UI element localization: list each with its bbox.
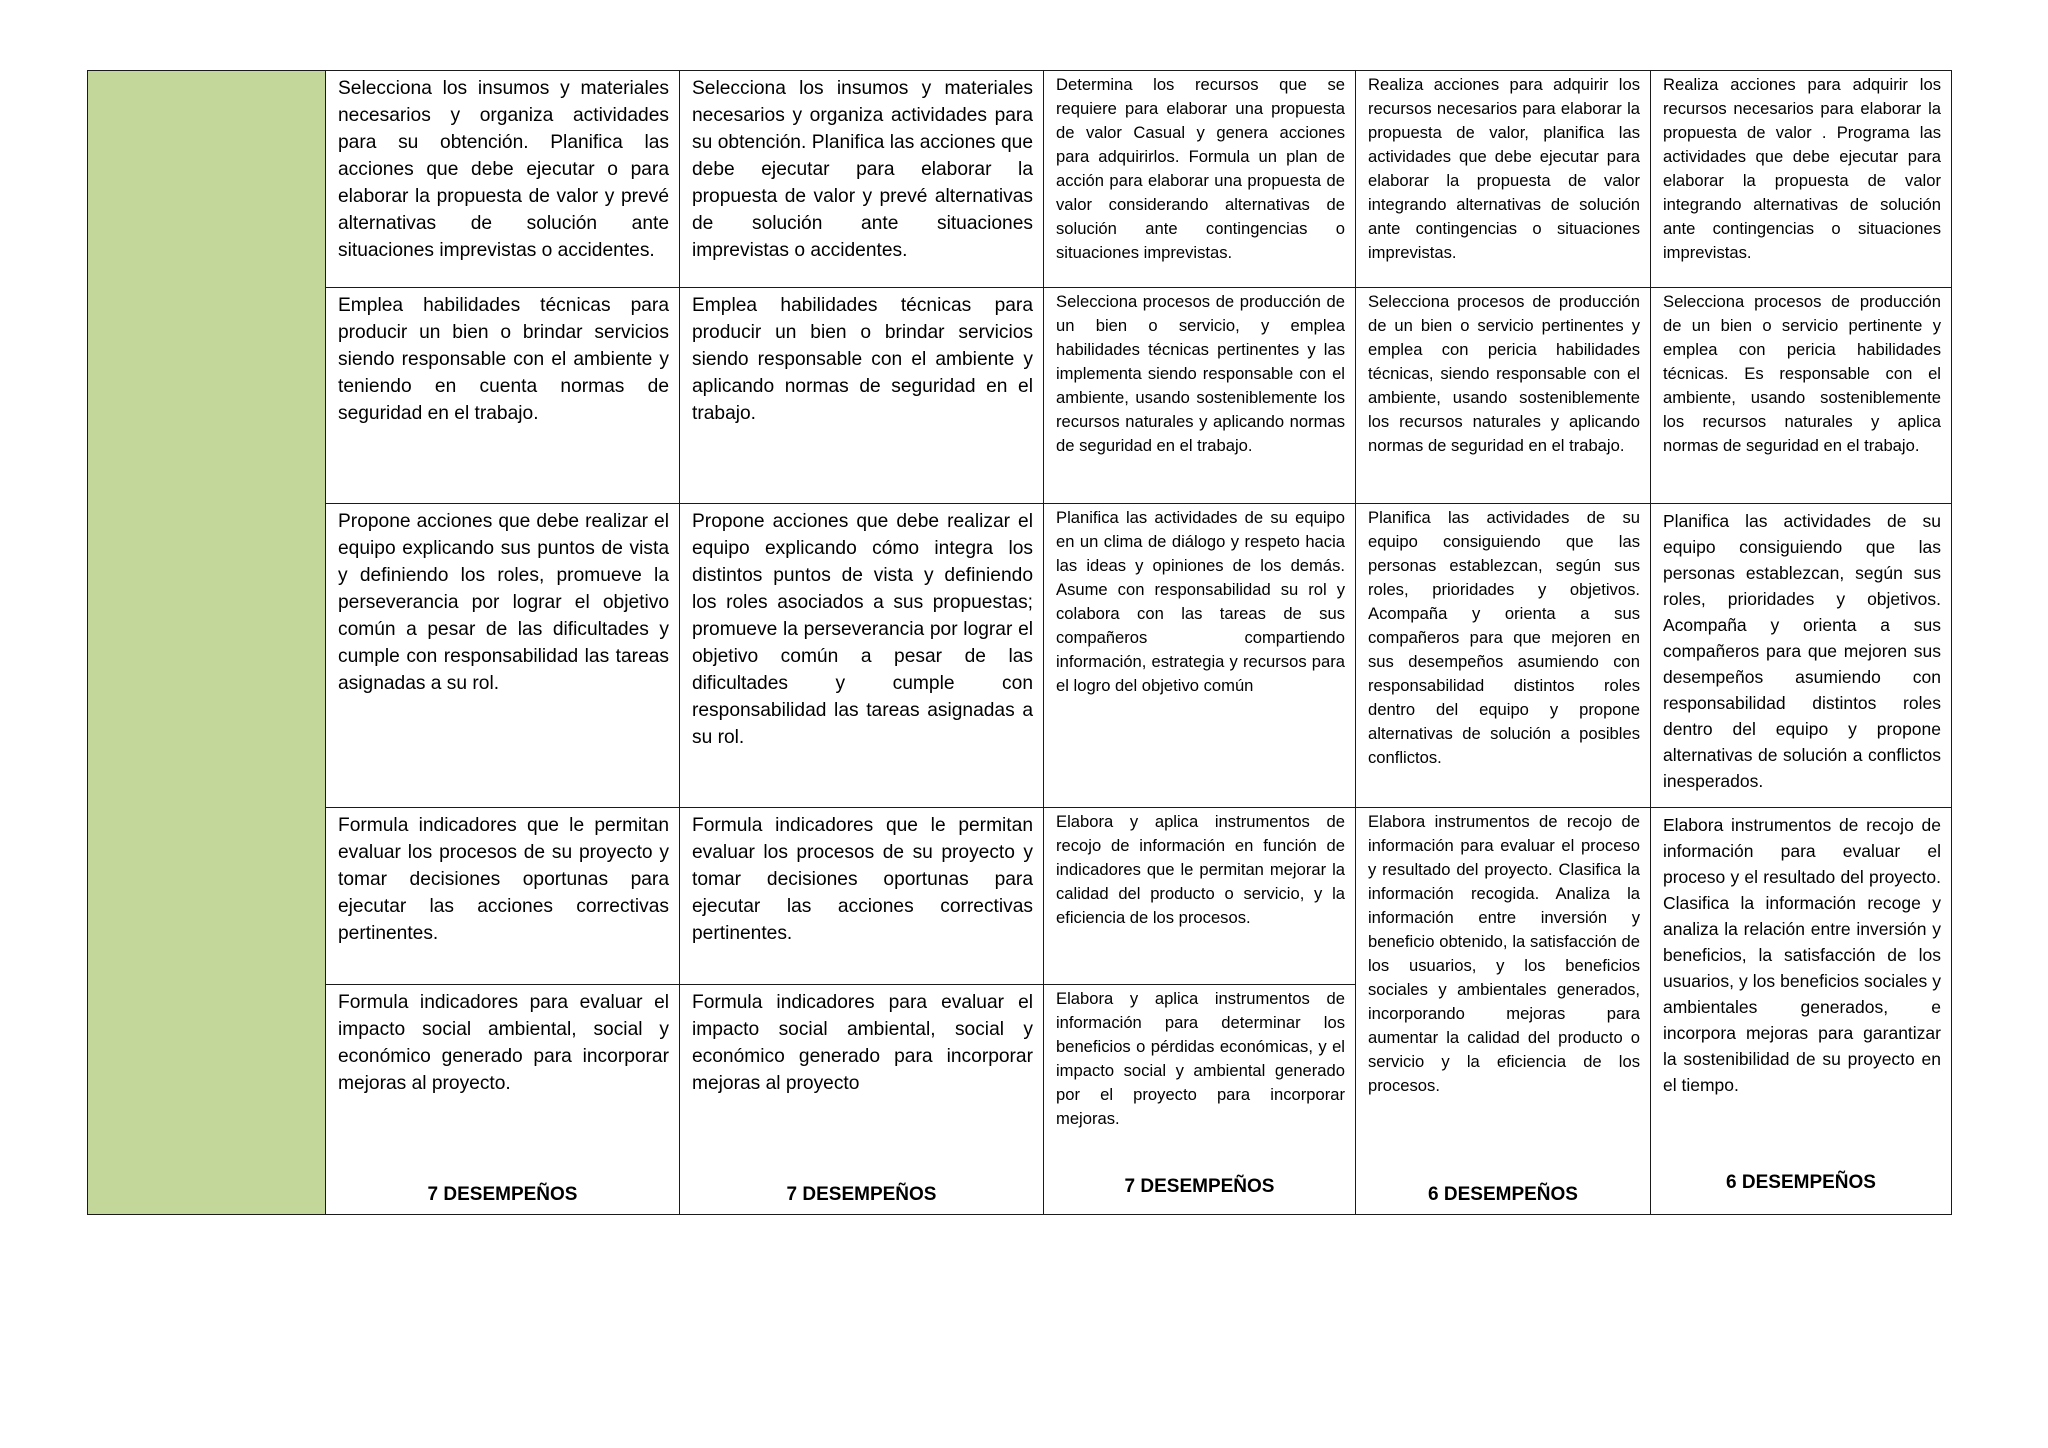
row1-col1-cell: Selecciona los insumos y materiales necesarios y organiza actividades para su obtención. Planifica las acciones que debe ejecutar o para elaborar la propuesta de valor y prevé alternativas de solución ante situaciones imprevistas o accidentes. xyxy=(326,71,680,288)
row4-col2-cell: Formula indicadores que le permitan evaluar los procesos de su proyecto y tomar decisiones oportunas para ejecutar las acciones correctivas pertinentes. xyxy=(680,808,1044,985)
side-column-green xyxy=(88,71,326,1215)
row5-col3-cell: Elabora y aplica instrumentos de información para determinar los beneficios o pérdidas económicas, y el impacto social y ambiental generado por el proyecto para incorporar mejoras. 7 DESEMPEÑOS xyxy=(1044,985,1356,1215)
row4-col1-cell: Formula indicadores que le permitan evaluar los procesos de su proyecto y tomar decisiones oportunas para ejecutar las acciones correctivas pertinentes. xyxy=(326,808,680,985)
row3-col3-cell: Planifica las actividades de su equipo en un clima de diálogo y respeto hacia las ideas y opiniones de los demás. Asume con responsabilidad su rol y colabora con las tareas de sus compañeros compartiendo información, estrategia y recursos para el logro del objetivo común xyxy=(1044,504,1356,808)
performance-count-col1: 7 DESEMPEÑOS xyxy=(427,1184,578,1205)
row3-col1-cell: Propone acciones que debe realizar el equipo explicando sus puntos de vista y definiendo los roles, promueve la perseverancia por lograr el objetivo común a pesar de las dificultades y cumple con responsabilidad las tareas asignadas a su rol. xyxy=(326,504,680,808)
row2-col3-cell: Selecciona procesos de producción de un bien o servicio, y emplea habilidades técnicas pertinentes y las implementa siendo responsable con el ambiente, usando sosteniblemente los recursos naturales y aplicando normas de seguridad en el trabajo. xyxy=(1044,288,1356,504)
table-row xyxy=(88,288,1952,504)
row2-col1-cell: Emplea habilidades técnicas para producir un bien o brindar servicios siendo responsable con el ambiente y teniendo en cuenta normas de seguridad en el trabajo. xyxy=(326,288,680,504)
performance-count-col3: 7 DESEMPEÑOS xyxy=(1124,1176,1275,1197)
row2-col4-cell: Selecciona procesos de producción de un bien o servicio pertinentes y emplea con pericia habilidades técnicas, siendo responsable con el ambiente, usando sosteniblemente los recursos naturales y aplicando normas de seguridad en el trabajo. xyxy=(1356,288,1651,504)
row5-col2-cell: Formula indicadores para evaluar el impacto social ambiental, social y económico generado para incorporar mejoras al proyecto 7 DESEMPEÑOS xyxy=(680,985,1044,1215)
row1-col4-cell: Realiza acciones para adquirir los recursos necesarios para elaborar la propuesta de valor, planifica las actividades que debe ejecutar para elaborar la propuesta de valor integrando alternativas de solución ante contingencias o situaciones imprevistas. xyxy=(1356,71,1651,288)
row4-col3-cell: Elabora y aplica instrumentos de recojo de información en función de indicadores que le permitan mejorar la calidad del producto o servicio, y la eficiencia de los procesos. xyxy=(1044,808,1356,985)
row1-col5-cell: Realiza acciones para adquirir los recursos necesarios para elaborar la propuesta de valor . Programa las actividades que debe ejecutar para elaborar la propuesta de valor integrando alternativas de solución ante contingencias o situaciones imprevistas. xyxy=(1651,71,1952,288)
performance-count-col2: 7 DESEMPEÑOS xyxy=(786,1184,937,1205)
row3-col5-cell: Planifica las actividades de su equipo consiguiendo que las personas establezcan, según sus roles, prioridades y objetivos. Acompaña y orienta a sus compañeros para que mejoren sus desempeños asumiendo con responsabilidad distintos roles dentro del equipo y propone alternativas de solución a conflictos inesperados. xyxy=(1651,504,1952,808)
table-row xyxy=(88,71,1952,288)
row2-col5-cell: Selecciona procesos de producción de un bien o servicio pertinente y emplea con pericia habilidades técnicas. Es responsable con el ambiente, usando sosteniblemente los recursos naturales y aplica normas de seguridad en el trabajo. xyxy=(1651,288,1952,504)
row1-col2-cell: Selecciona los insumos y materiales necesarios y organiza actividades para su obtención. Planifica las acciones que debe ejecutar para elaborar la propuesta de valor y prevé alternativas de solución ante situaciones imprevistas o accidentes. xyxy=(680,71,1044,288)
performance-count-col5: 6 DESEMPEÑOS xyxy=(1726,1172,1876,1193)
performance-count-col4: 6 DESEMPEÑOS xyxy=(1428,1184,1578,1205)
row3-col4-cell: Planifica las actividades de su equipo consiguiendo que las personas establezcan, según sus roles, prioridades y objetivos. Acompaña y orienta a sus compañeros para que mejoren en sus desempeños asumiendo con responsabilidad distintos roles dentro del equipo y propone alternativas de solución a posibles conflictos. xyxy=(1356,504,1651,808)
table-row xyxy=(88,808,1952,985)
row2-col2-cell: Emplea habilidades técnicas para producir un bien o brindar servicios siendo responsable con el ambiente y aplicando normas de seguridad en el trabajo. xyxy=(680,288,1044,504)
row4-col4-cell: Elabora instrumentos de recojo de información para evaluar el proceso y resultado del proyecto. Clasifica la información recogida. Analiza la información entre inversión y beneficio obtenido, la satisfacción de los usuarios, y los beneficios sociales y ambientales generados, incorporando mejoras para aumentar la calidad del producto o servicio y la eficiencia de los procesos. 6 DESEMPEÑOS xyxy=(1356,808,1651,1215)
table-row xyxy=(88,504,1952,808)
row4-col5-cell: Elabora instrumentos de recojo de información para evaluar el proceso y el resultado del proyecto. Clasifica la información recoge y analiza la relación entre inversión y beneficios, la satisfacción de los usuarios, y los beneficios sociales y ambientales generados, e incorpora mejoras para garantizar la sostenibilidad de su proyecto en el tiempo. 6 DESEMPEÑOS xyxy=(1651,808,1952,1215)
row1-col3-cell: Determina los recursos que se requiere para elaborar una propuesta de valor Casual y genera acciones para adquirirlos. Formula un plan de acción para elaborar una propuesta de valor considerando alternativas de solución ante contingencias o situaciones imprevistas. xyxy=(1044,71,1356,288)
row3-col2-cell: Propone acciones que debe realizar el equipo explicando cómo integra los distintos puntos de vista y definiendo los roles asociados a sus propuestas; promueve la perseverancia por lograr el objetivo común a pesar de las dificultades y cumple con responsabilidad las tareas asignadas a su rol. xyxy=(680,504,1044,808)
competency-table xyxy=(87,70,1952,1215)
row5-col1-cell: Formula indicadores para evaluar el impacto social ambiental, social y económico generado para incorporar mejoras al proyecto. 7 DESEMPEÑOS xyxy=(326,985,680,1215)
